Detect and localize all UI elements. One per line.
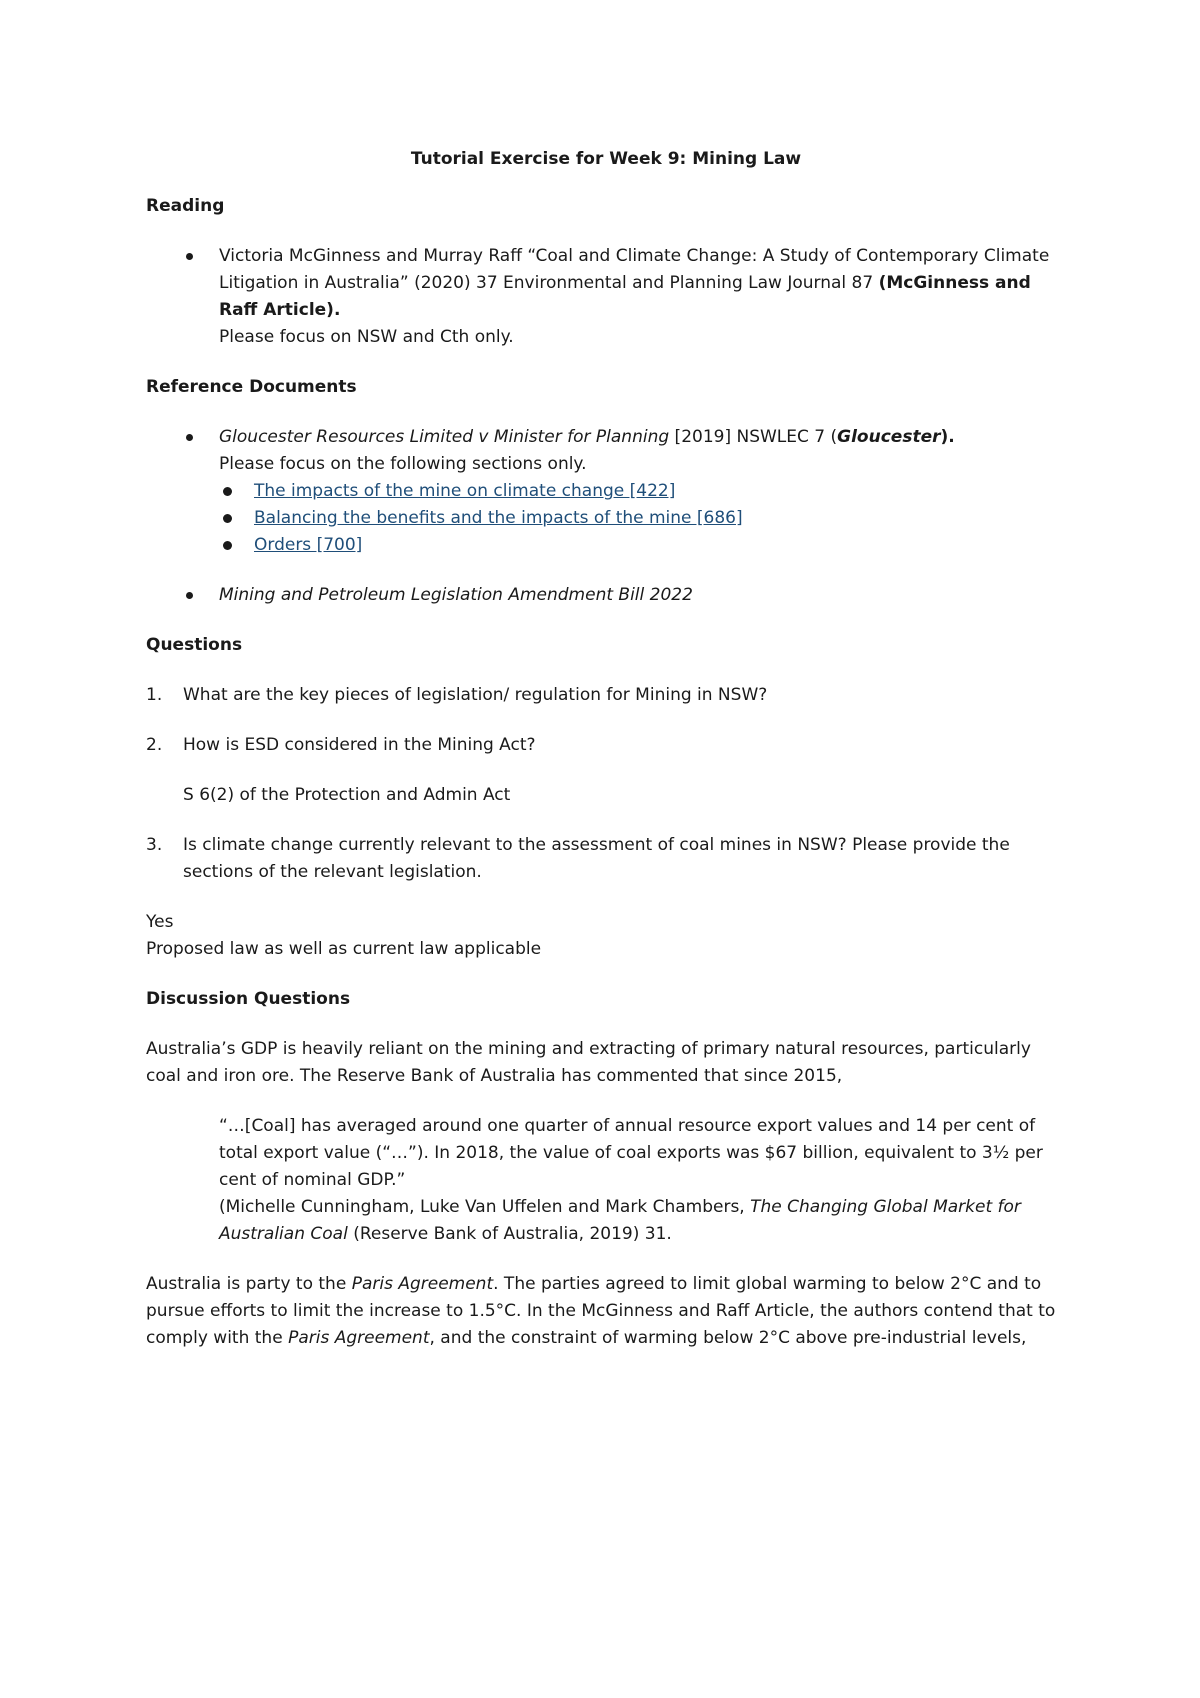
reading-list <box>146 243 1066 351</box>
case-name: Gloucester Resources Limited v Minister for Planning <box>219 427 670 447</box>
question-text: Is climate change currently relevant to the assessment of coal mines in NSW? Please provide the sections of the relevant legislation. <box>183 835 1010 882</box>
questions-list-cont <box>146 832 1066 886</box>
case-short-name: Gloucester <box>837 427 941 447</box>
question-2 <box>146 732 1066 759</box>
reading-citation: Victoria McGinness and Murray Raff “Coal and Climate Change: A Study of Contemporary Climate Litigation in Australia” (2020) 37 Environmental and Planning Law Journal 87 <box>219 246 1050 293</box>
question-number: 2. <box>146 735 163 755</box>
question-text: What are the key pieces of legislation/ regulation for Mining in NSW? <box>183 685 768 705</box>
document-body <box>146 146 1066 1375</box>
question-text: How is ESD considered in the Mining Act? <box>183 735 536 755</box>
quote-citation-b: (Reserve Bank of Australia, 2019) 31. <box>347 1224 672 1244</box>
reading-item <box>146 243 1066 351</box>
link-balancing-686[interactable]: Balancing the benefits and the impacts of the mine [686] <box>254 508 743 528</box>
questions-heading: Questions <box>146 635 243 655</box>
answer-detail: Proposed law as well as current law applicable <box>146 939 542 959</box>
section-link-item <box>219 478 1066 505</box>
question-1 <box>146 682 1066 709</box>
bill-name: Mining and Petroleum Legislation Amendment Bill 2022 <box>219 585 693 605</box>
text-run: Australia is party to the <box>146 1274 352 1294</box>
question-number: 1. <box>146 685 163 705</box>
text-run: , and the constraint of warming below 2°C above pre-industrial levels, <box>429 1328 1027 1348</box>
link-orders-700[interactable]: Orders [700] <box>254 535 363 555</box>
case-note: Please focus on the following sections only. <box>219 454 587 474</box>
discussion-intro: Australia’s GDP is heavily reliant on the mining and extracting of primary natural resources, particularly coal and iron ore. The Reserve Bank of Australia has commented that since 2015, <box>146 1039 1031 1086</box>
section-link-item <box>219 532 1066 559</box>
question-number: 3. <box>146 835 163 855</box>
reading-short-title: (McGinness and Raff Article). <box>219 273 1031 320</box>
reference-list-bill <box>146 582 1066 609</box>
discussion-paragraph <box>146 1271 1066 1352</box>
case-close: ). <box>940 427 955 447</box>
quote-citation-title: The Changing Global Market for Australian Coal <box>219 1197 1021 1244</box>
reading-heading: Reading <box>146 196 225 216</box>
answer-yes: Yes <box>146 912 174 932</box>
link-climate-change-422[interactable]: The impacts of the mine on climate change [422] <box>254 481 676 501</box>
reference-heading: Reference Documents <box>146 377 357 397</box>
page-title: Tutorial Exercise for Week 9: Mining Law <box>410 149 802 169</box>
discussion-heading: Discussion Questions <box>146 989 351 1009</box>
questions-list <box>146 682 1066 759</box>
block-quote <box>146 1113 1066 1248</box>
text-run: . The parties agreed to limit global warming to below 2°C and to pursue efforts to limit the increase to 1.5°C. In the McGinness and Raff Article, the authors contend that to comply with the <box>146 1274 1056 1348</box>
quote-text: “…[Coal] has averaged around one quarter of annual resource export values and 14 per cent of total export value (“…”). In 2018, the value of coal exports was $67 billion, equivalent to 3½ per cent of nominal GDP.” <box>219 1116 1043 1190</box>
question-3 <box>146 832 1066 886</box>
reference-item-case <box>146 424 1066 559</box>
question-2-answer: S 6(2) of the Protection and Admin Act <box>183 785 511 805</box>
reference-list <box>146 424 1066 559</box>
reference-item-bill <box>146 582 1066 609</box>
italic-run: Paris Agreement <box>351 1274 494 1294</box>
reading-note: Please focus on NSW and Cth only. <box>219 327 514 347</box>
section-link-item <box>219 505 1066 532</box>
quote-citation-a: (Michelle Cunningham, Luke Van Uffelen and Mark Chambers, <box>219 1197 751 1217</box>
case-citation: [2019] NSWLEC 7 ( <box>669 427 838 447</box>
italic-run: Paris Agreement <box>288 1328 430 1348</box>
section-links <box>219 478 1066 559</box>
